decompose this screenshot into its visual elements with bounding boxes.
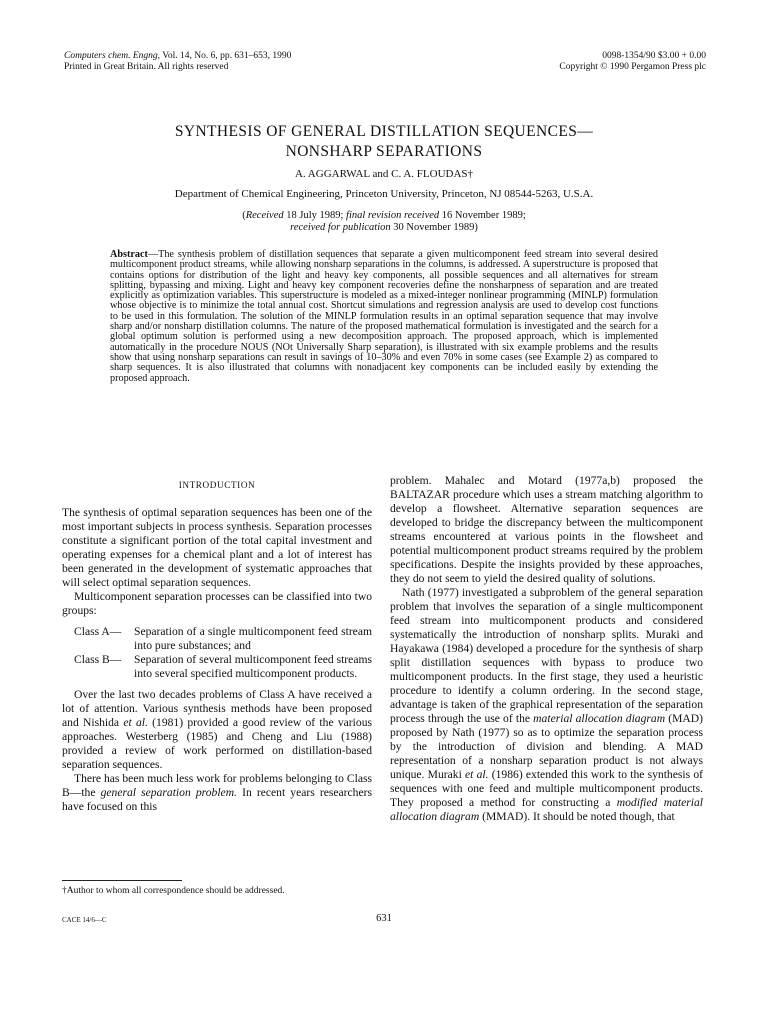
publication-date: 30 November 1989) xyxy=(390,222,478,233)
introduction-heading: INTRODUCTION xyxy=(178,480,256,490)
class-a-label: Class A— xyxy=(74,625,122,638)
p3-text-a: Over the last two decades problems of Class A have received a lot of attention. Various synthesis methods have been proposed and Nishida xyxy=(62,688,372,729)
journal-citation xyxy=(64,51,291,62)
r2-material-allocation-diagram: material allocation diagram xyxy=(533,712,666,725)
received-date: 18 July 1989; xyxy=(283,210,347,221)
received-label: Received xyxy=(245,210,284,221)
intro-paragraph-1: The synthesis of optimal separation sequences has been one of the most important subjects in process synthesis. Separation processes constitute a significant portion of the total capital investment and operating expenses for a chemical plant and a lot of interest has been generated in the development of systematic approaches that will select optimal separation sequences. xyxy=(62,506,372,589)
affiliation: Department of Chemical Engineering, Princeton University, Princeton, NJ 08544-5263, U.S.A. xyxy=(174,188,594,200)
abstract xyxy=(110,250,658,384)
class-b-text: Separation of several multicomponent feed streams into several specified multicomponent products. xyxy=(134,653,372,680)
p3-et-al: et al. xyxy=(123,716,148,729)
journal-header-left xyxy=(64,51,291,73)
journal-header-right xyxy=(559,51,706,73)
final-revision-label: final revision received xyxy=(346,210,440,221)
p3-text-c: (1981) provided a good review of the various approaches. Westerberg (1985) and Cheng and Liu (1988) provided a review of work performed on distillation-based separation sequences. xyxy=(62,716,372,771)
r2-et-al: et al. xyxy=(465,768,489,781)
class-b-label: Class B— xyxy=(74,653,122,666)
intro-paragraph-4 xyxy=(62,772,372,814)
received-dates xyxy=(0,210,768,234)
copyright: Copyright © 1990 Pergamon Press plc xyxy=(559,62,706,72)
title-line-1: SYNTHESIS OF GENERAL DISTILLATION SEQUENCES— xyxy=(174,123,594,140)
right-column xyxy=(390,474,703,824)
r2-text-e: (1986) extended this work to the synthesis of sequences with one feed and multiple multicomponent products. They proposed a method for constructing a xyxy=(390,768,704,809)
class-a-item xyxy=(74,625,372,653)
paper-title xyxy=(0,122,768,162)
journal-volume: , Vol. 14, No. 6, pp. 631–653, 1990 xyxy=(157,51,292,61)
p4-text-a: There has been much less work for problems belonging to Class B—the xyxy=(62,772,372,799)
page-number: 631 xyxy=(376,913,392,924)
r2-text-g: (MMAD). It should be noted though, that xyxy=(479,810,675,823)
received-open-paren: ( xyxy=(242,210,246,221)
class-b-item xyxy=(74,653,372,681)
r2-modified-mad: modified material allocation diagram xyxy=(390,796,703,823)
r2-text-c: (MAD) proposed by Nath (1977) so as to optimize the separation process by the introduction of division and blending. A MAD representation of a nonsharp separation product is not always unique. Muraki xyxy=(390,712,703,781)
footnote: †Author to whom all correspondence should be addressed. xyxy=(62,886,285,896)
title-line-2: NONSHARP SEPARATIONS xyxy=(285,143,483,160)
right-paragraph-2 xyxy=(390,586,703,824)
publication-label: received for publication xyxy=(290,222,391,233)
issue-code: CACE 14/6—C xyxy=(62,916,107,924)
final-revision-date: 16 November 1989; xyxy=(439,210,526,221)
intro-paragraph-2: Multicomponent separation processes can be classified into two groups: xyxy=(62,590,372,617)
class-a-text: Separation of a single multicomponent feed stream into pure substances; and xyxy=(134,625,372,652)
footnote-rule xyxy=(62,880,182,881)
r2-text-a: Nath (1977) investigated a subproblem of the general separation problem that involves the separation of a single multicomponent feed stream into multicomponent products and considered systematically the introduction of nonsharp splits. Muraki and Hayakawa (1984) developed a procedure for the synthesis of sharp split distillation sequences with bypass to produce two multicomponent products. In the first stage, they used a heuristic procedure to identify a column ordering. In the second stage, advantage is taken of the graphical representation of the separation process through the use of the xyxy=(390,586,703,725)
authors: A. AGGARWAL and C. A. FLOUDAS† xyxy=(294,168,474,180)
left-column xyxy=(62,478,372,814)
right-paragraph-1: problem. Mahalec and Motard (1977a,b) proposed the BALTAZAR procedure which uses a stream matching algorithm to develop a flowsheet. Alternative separation sequences are developed to bridge the discrepancy between the multicomponent streams encountered at various points in the flowsheet and potential multicomponent product streams required by the problem specifications. Despite the insights provided by these approaches, they do not seem to yield the desired quality of solutions. xyxy=(390,474,703,585)
p4-general-separation-problem: general separation problem. xyxy=(100,786,237,799)
issn-price: 0098-1354/90 $3.00 + 0.00 xyxy=(602,51,706,61)
abstract-label: Abstract xyxy=(110,249,148,260)
printed-notice: Printed in Great Britain. All rights reserved xyxy=(64,62,229,72)
journal-name: Computers chem. Engng xyxy=(64,51,158,61)
class-list xyxy=(74,625,372,681)
intro-paragraph-3 xyxy=(62,688,372,772)
abstract-text: —The synthesis problem of distillation sequences that separate a given multicomponent feed stream into several desired multicomponent product streams, while allowing nonsharp separations in the columns, is addressed. A superstructure is proposed that contains options for distribution of the light and heavy key components, all possible sequences and all alternatives for stream splitting, bypassing and mixing. Light and heavy key component recoveries define the nonsharpness of separation and are treated explicitly as optimization variables. This superstructure is modeled as a mixed-integer nonlinear programming (MINLP) formulation whose objective is to minimize the total annual cost. Shortcut simulations and regression analysis are used to develop cost functions to be used in this formulation. The solution of the MINLP formulation results in an optimal separation sequence that may involve sharp and/or nonsharp distillation columns. The nature of the proposed mathematical formulation is investigated and the search for a global optimum solution is performed using a new decomposition approach. The proposed approach, which is implemented automatically in the procedure NOUS (NOt Universally Sharp separation), is illustrated with six example problems and the results show that using nonsharp separations can result in savings of 10–30% and even 70% in some cases (see Example 2) as compared to sharp sequences. It is also illustrated that columns with nonadjacent key components can be included easily by extending the proposed approach. xyxy=(110,249,658,384)
p4-text-c: In recent years researchers have focused on this xyxy=(62,786,372,813)
